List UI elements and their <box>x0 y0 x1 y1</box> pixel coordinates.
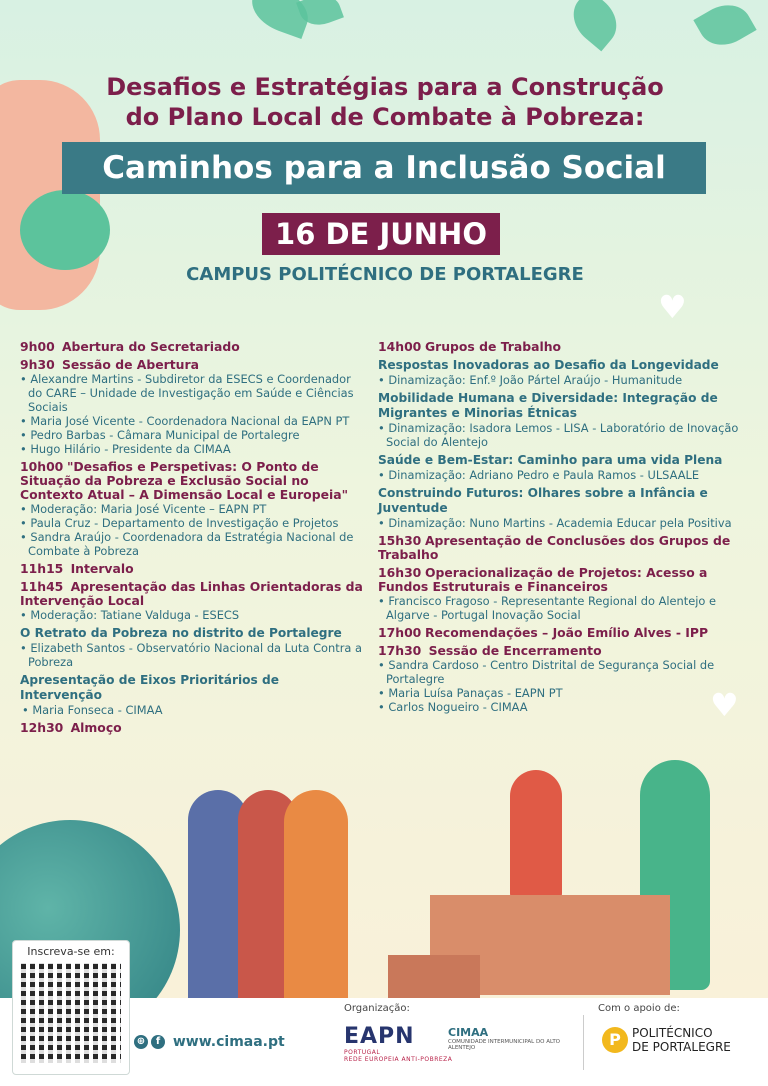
speaker-item: • Sandra Araújo - Coordenadora da Estratégia Nacional de Combate à Pobreza <box>20 530 365 558</box>
session-time: 17h30 <box>378 643 422 658</box>
speaker-item: • Carlos Nogueiro - CIMAA <box>378 700 750 714</box>
session-title: Abertura do Secretariado <box>61 339 240 354</box>
speaker-item: • Dinamização: Isadora Lemos - LISA - Laboratório de Inovação Social do Alentejo <box>378 421 750 449</box>
session-title: Sessão de Encerramento <box>428 643 602 658</box>
eapn-logo-subtitle: PORTUGAL <box>344 1049 381 1056</box>
event-venue: CAMPUS POLITÉCNICO DE PORTALEGRE <box>186 264 584 285</box>
website-url[interactable]: www.cimaa.pt <box>172 1034 285 1050</box>
workgroup-block <box>378 391 750 449</box>
speaker-item: • Dinamização: Nuno Martins - Academia Educar pela Positiva <box>378 516 750 530</box>
session-title: Operacionalização de Projetos: Acesso a Fundos Estruturais e Financeiros <box>378 565 708 594</box>
speaker-item: • Moderação: Maria José Vicente – EAPN PT <box>20 502 365 516</box>
speaker-item: • Sandra Cardoso - Centro Distrital de Segurança Social de Portalegre <box>378 658 750 686</box>
heart-icon <box>20 190 110 270</box>
speaker-item: • Alexandre Martins - Subdiretor da ESECS e Coordenador do CARE – Unidade de Investigação em Saúde e Ciências Sociais <box>20 372 365 414</box>
ipp-logo <box>602 1026 732 1054</box>
workgroup-block <box>378 453 750 482</box>
session-title: Sessão de Abertura <box>61 357 199 372</box>
cimaa-logo-subtitle: COMUNIDADE INTERMUNICIPAL DO ALTO ALENTEJO <box>448 1039 561 1051</box>
support-label: Com o apoio de: <box>598 1003 680 1014</box>
session-time: 9h00 <box>20 339 55 354</box>
session-time: 9h30 <box>20 357 55 372</box>
session-time: 12h30 <box>20 720 64 735</box>
session-title: Recomendações – João Emílio Alves - IPP <box>424 625 709 640</box>
facebook-icon[interactable]: f <box>151 1035 165 1049</box>
program-block <box>20 580 365 622</box>
program-block <box>20 721 365 735</box>
speaker-item: • Maria Luísa Panaças - EAPN PT <box>378 686 750 700</box>
program-block <box>20 340 365 354</box>
website-link[interactable] <box>134 1034 285 1050</box>
footer-divider <box>583 1015 584 1070</box>
eapn-logo-text: EAPN <box>344 1024 415 1049</box>
heart-icon: ♥ <box>658 288 687 326</box>
heart-icon: ♥ <box>710 686 739 724</box>
workgroup-title: Respostas Inovadoras ao Desafio da Longevidade <box>378 358 719 372</box>
donation-box-illustration <box>388 955 480 1000</box>
program-block <box>20 626 365 669</box>
qr-label: Inscreva-se em: <box>27 945 115 958</box>
cimaa-logo <box>448 1026 578 1051</box>
session-title: Apresentação de Eixos Prioritários de Intervenção <box>20 673 279 702</box>
program-block <box>378 626 750 640</box>
speaker-item: • Maria José Vicente - Coordenadora Nacional da EAPN PT <box>20 414 365 428</box>
speaker-item: • Maria Fonseca - CIMAA <box>20 703 365 717</box>
speaker-item: • Hugo Hilário - Presidente da CIMAA <box>20 442 365 456</box>
session-time: 14h00 <box>378 339 422 354</box>
speaker-item: • Pedro Barbas - Câmara Municipal de Portalegre <box>20 428 365 442</box>
session-time: 17h00 <box>378 625 422 640</box>
speaker-item: • Francisco Fragoso - Representante Regional do Alentejo e Algarve - Portugal Inovação Social <box>378 594 750 622</box>
speaker-item: • Dinamização: Adriano Pedro e Paula Ramos - ULSAALE <box>378 468 750 482</box>
program-block <box>378 644 750 714</box>
leaf-decoration <box>693 0 756 55</box>
session-title: Apresentação das Linhas Orientadoras da Intervenção Local <box>20 579 363 608</box>
program-block <box>378 340 750 354</box>
person-illustration <box>510 770 562 900</box>
eapn-logo <box>344 1024 452 1063</box>
ipp-logo-icon: P <box>602 1027 628 1053</box>
program-block <box>378 566 750 622</box>
cimaa-logo-text: CIMAA <box>448 1026 489 1039</box>
program-block <box>378 534 750 562</box>
session-time: 16h30 <box>378 565 422 580</box>
workgroup-block <box>378 486 750 530</box>
session-title: Grupos de Trabalho <box>424 339 562 354</box>
program-right-column <box>378 339 750 724</box>
speaker-item: • Dinamização: Enf.º João Pártel Araújo - Humanitude <box>378 373 750 387</box>
program-left-column <box>20 340 365 739</box>
program-block <box>20 673 365 717</box>
title-line-1: Desafios e Estratégias para a Construção <box>106 73 664 101</box>
workgroup-block <box>378 358 750 387</box>
workgroup-title: Construindo Futuros: Olhares sobre a Infância e Juventude <box>378 486 708 515</box>
workgroup-title: Saúde e Bem-Estar: Caminho para uma vida Plena <box>378 453 723 467</box>
person-illustration <box>284 790 348 1020</box>
speaker-item: • Elizabeth Santos - Observatório Nacional da Luta Contra a Pobreza <box>20 641 365 669</box>
session-time: 11h15 <box>20 561 64 576</box>
session-title: "Desafios e Perspetivas: O Ponto de Situação da Pobreza e Exclusão Social no Contexto Atual – A Dimensão Local e Europeia" <box>20 459 349 502</box>
registration-qr[interactable] <box>12 940 130 1075</box>
session-title: Almoço <box>70 720 122 735</box>
title-line-2: do Plano Local de Combate à Pobreza: <box>125 103 645 131</box>
subtitle-banner: Caminhos para a Inclusão Social <box>62 142 706 194</box>
session-title: Apresentação de Conclusões dos Grupos de Trabalho <box>378 533 731 562</box>
eapn-logo-subtitle-2: REDE EUROPEIA ANTI-POBREZA <box>344 1056 453 1063</box>
globe-icon: ⊕ <box>134 1035 148 1049</box>
event-date: 16 DE JUNHO <box>262 213 500 255</box>
speaker-item: • Moderação: Tatiane Valduga - ESECS <box>20 608 365 622</box>
workgroup-title: Mobilidade Humana e Diversidade: Integração de Migrantes e Minorias Étnicas <box>378 391 718 420</box>
session-time: 15h30 <box>378 533 422 548</box>
session-time: 11h45 <box>20 579 64 594</box>
program-block <box>20 358 365 456</box>
session-title: O Retrato da Pobreza no distrito de Portalegre <box>20 626 342 640</box>
organizer-label: Organização: <box>344 1003 410 1014</box>
event-title <box>60 72 710 132</box>
program-block <box>20 562 365 576</box>
session-title: Intervalo <box>70 561 134 576</box>
qr-code-icon[interactable] <box>21 963 121 1063</box>
session-time: 10h00 <box>20 459 64 474</box>
leaf-decoration <box>563 0 627 51</box>
speaker-item: • Paula Cruz - Departamento de Investigação e Projetos <box>20 516 365 530</box>
program-block <box>20 460 365 558</box>
ipp-logo-text: POLITÉCNICO DE PORTALEGRE <box>632 1026 731 1054</box>
